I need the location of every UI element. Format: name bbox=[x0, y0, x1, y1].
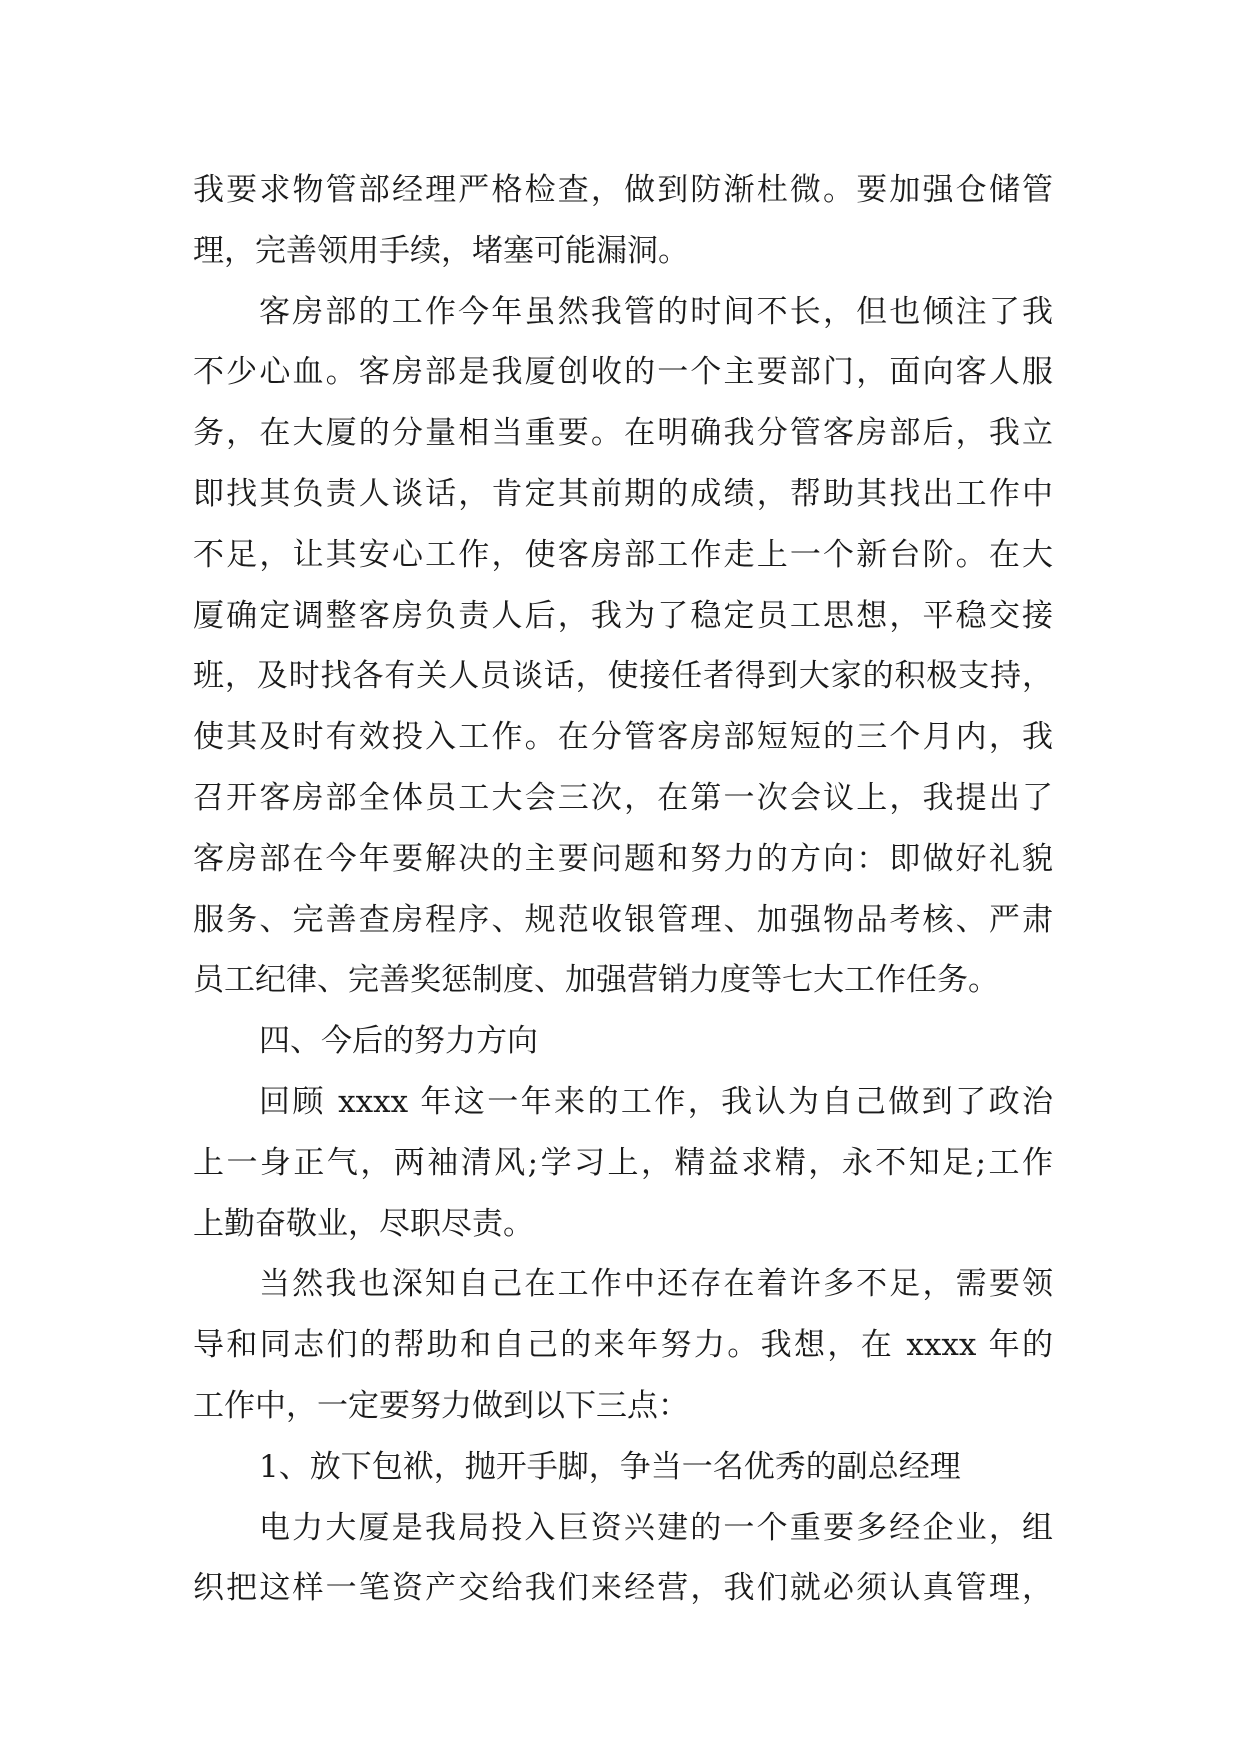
text-line: 使其及时有效投入工作。在分管客房部短短的三个月内，我 bbox=[193, 719, 1053, 756]
text-line: 务，在大厦的分量相当重要。在明确我分管客房部后，我立 bbox=[193, 415, 1053, 452]
text-line: 当然我也深知自己在工作中还存在着许多不足，需要领 bbox=[259, 1266, 1053, 1303]
text-line: 服务、完善查房程序、规范收银管理、加强物品考核、严肃 bbox=[193, 901, 1053, 938]
body-text bbox=[193, 160, 1053, 1619]
text-line: 厦确定调整客房负责人后，我为了稳定员工思想，平稳交接 bbox=[193, 597, 1053, 634]
text-line: 不足，让其安心工作，使客房部工作走上一个新台阶。在大 bbox=[193, 536, 1053, 573]
text-line: 回顾 xxxx 年这一年来的工作，我认为自己做到了政治 bbox=[259, 1083, 1053, 1120]
text-line: 上一身正气，两袖清风;学习上，精益求精，永不知足;工作 bbox=[193, 1144, 1053, 1181]
text-line: 班，及时找各有关人员谈话，使接任者得到大家的积极支持， bbox=[193, 658, 1053, 695]
text-line: 电力大厦是我局投入巨资兴建的一个重要多经企业，组 bbox=[259, 1509, 1053, 1546]
text-line: 员工纪律、完善奖惩制度、加强营销力度等七大工作任务。 bbox=[193, 962, 999, 999]
text-line: 工作中，一定要努力做到以下三点： bbox=[193, 1387, 689, 1424]
text-line: 召开客房部全体员工大会三次，在第一次会议上，我提出了 bbox=[193, 779, 1053, 816]
text-line: 不少心血。客房部是我厦创收的一个主要部门，面向客人服 bbox=[193, 354, 1053, 391]
text-line: 理，完善领用手续，堵塞可能漏洞。 bbox=[193, 232, 689, 269]
text-line: 即找其负责人谈话，肯定其前期的成绩，帮助其找出工作中 bbox=[193, 475, 1053, 512]
text-line: 1、放下包袱，抛开手脚，争当一名优秀的副总经理 bbox=[259, 1448, 961, 1485]
text-line: 客房部在今年要解决的主要问题和努力的方向：即做好礼貌 bbox=[193, 840, 1053, 877]
text-line: 导和同志们的帮助和自己的来年努力。我想，在 xxxx 年的 bbox=[193, 1327, 1053, 1364]
text-line: 我要求物管部经理严格检查，做到防渐杜微。要加强仓储管 bbox=[193, 172, 1053, 208]
text-line: 织把这样一笔资产交给我们来经营，我们就必须认真管理， bbox=[193, 1570, 1053, 1607]
text-line: 客房部的工作今年虽然我管的时间不长，但也倾注了我 bbox=[259, 293, 1053, 330]
text-line: 四、今后的努力方向 bbox=[259, 1023, 538, 1060]
text-line: 上勤奋敬业，尽职尽责。 bbox=[193, 1205, 534, 1242]
